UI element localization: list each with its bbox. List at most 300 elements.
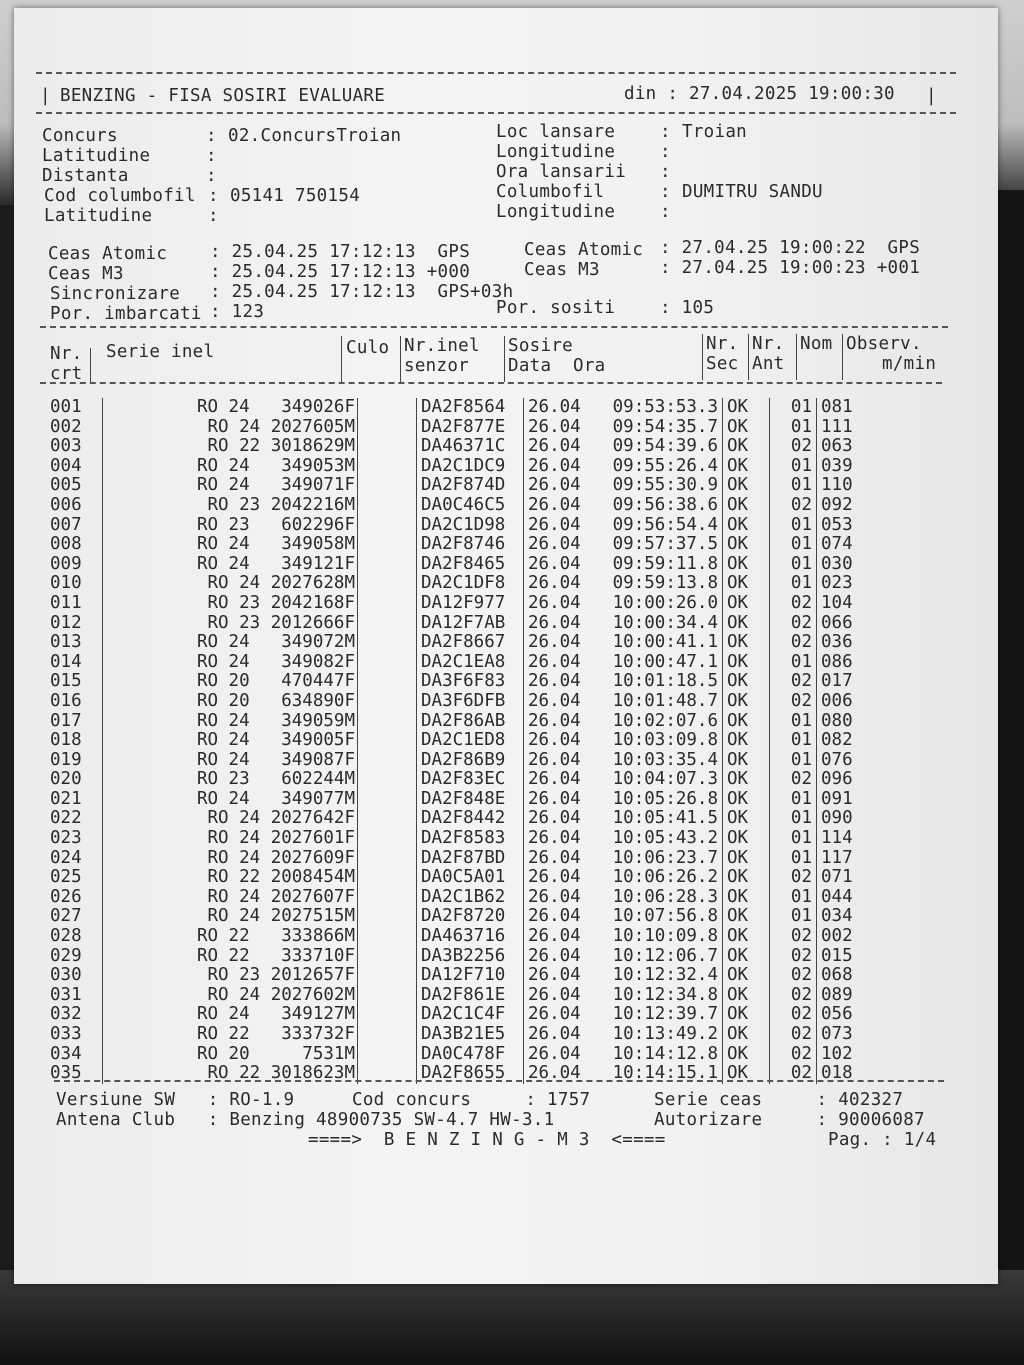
document-title: BENZING - FISA SOSIRI EVALUARE (60, 86, 386, 106)
cell-nr-ant: 01 (770, 457, 817, 477)
cell-nr-sec: OK (723, 790, 770, 810)
background-bottom (0, 1270, 1024, 1365)
cell-nom: 091 (821, 788, 853, 809)
cell-nr-inel-senzor: DA2F8564 (417, 398, 524, 418)
cell-nr-sec: OK (723, 986, 770, 1006)
label-ceas-m3: Ceas M3 (48, 264, 124, 284)
footer-autorizare: Autorizare : 90006087 (654, 1110, 925, 1130)
cell-sosire-ora: 10:06:23.7 (598, 849, 723, 869)
cell-sosire-data: 26.04 (528, 788, 581, 809)
cell-sosire-data: 26.04 (528, 1063, 581, 1084)
divider-before-columns (40, 326, 948, 328)
table-row (50, 966, 865, 986)
cell-nr-inel-senzor: DA2C1C4F (417, 1005, 524, 1025)
col-sep (90, 348, 91, 384)
cell-nr-crt: 015 (50, 672, 103, 692)
cell-sosire-ora: 09:53:53.3 (598, 398, 723, 418)
cell-serie-inel: RO 24 349071F (103, 476, 358, 496)
col-senzor: senzor (404, 356, 470, 376)
divider-before-footer (54, 1080, 944, 1082)
report-datetime: din : 27.04.2025 19:00:30 (624, 84, 895, 104)
cell-nr-ant: 02 (770, 1064, 817, 1084)
cell-sosire-data: 26.04 (528, 710, 581, 731)
table-row (50, 614, 865, 634)
cell-nr-sec: OK (723, 868, 770, 888)
cell-nr-crt: 035 (50, 1064, 103, 1084)
cell-culo (358, 653, 417, 673)
cell-nr-ant: 02 (770, 1005, 817, 1025)
table-row (50, 457, 865, 477)
col-sep (842, 334, 843, 380)
footer-cod-concurs: Cod concurs : 1757 (352, 1090, 591, 1110)
value-ceas-m3-right: : 27.04.25 19:00:23 +001 (660, 258, 921, 278)
cell-nr-sec: OK (723, 712, 770, 732)
cell-nr-inel-senzor: DA2F8720 (417, 907, 524, 927)
table-row (50, 476, 865, 496)
sep: : (208, 186, 219, 206)
cell-nr-inel-senzor: DA12F710 (417, 966, 524, 986)
cell-nom: 092 (821, 494, 853, 515)
value-cod-columbofil: 05141 750154 (230, 186, 361, 206)
cell-nom: 018 (821, 1063, 853, 1084)
cell-serie-inel: RO 24 349082F (103, 653, 358, 673)
col-data-ora: Data Ora (508, 356, 606, 376)
cell-culo (358, 1025, 417, 1045)
cell-sosire-ora: 10:02:07.6 (598, 712, 723, 732)
cell-nr-inel-senzor: DA2F8746 (417, 535, 524, 555)
label-latitudine-2: Latitudine (44, 206, 153, 226)
cell-nr-inel-senzor: DA0C478F (417, 1045, 524, 1065)
cell-nom: 096 (821, 769, 853, 790)
cell-sosire-data: 26.04 (528, 690, 581, 711)
cell-sosire-data: 26.04 (528, 553, 581, 574)
cell-nr-ant: 01 (770, 712, 817, 732)
cell-nr-sec: OK (723, 888, 770, 908)
table-row (50, 496, 865, 516)
cell-sosire-ora: 10:12:06.7 (598, 947, 723, 967)
cell-serie-inel: RO 24 349127M (103, 1005, 358, 1025)
cell-sosire-ora: 10:04:07.3 (598, 770, 723, 790)
cell-nom: 110 (821, 475, 853, 496)
cell-nr-sec: OK (723, 966, 770, 986)
value-columbofil: DUMITRU SANDU (682, 182, 823, 202)
col-crt: crt (50, 364, 83, 384)
cell-nr-ant: 02 (770, 594, 817, 614)
sep: : (206, 146, 217, 166)
cell-nr-inel-senzor: DA2C1B62 (417, 888, 524, 908)
cell-culo (358, 790, 417, 810)
label-concurs: Concurs (42, 126, 118, 146)
cell-nom: 082 (821, 730, 853, 751)
cell-nom: 056 (821, 1004, 853, 1025)
cell-serie-inel: RO 24 2027602M (103, 986, 358, 1006)
cell-nom: 071 (821, 867, 853, 888)
cell-nr-crt: 018 (50, 731, 103, 751)
cell-nr-crt: 013 (50, 633, 103, 653)
label-por-imbarcati: Por. imbarcati (50, 304, 202, 324)
cell-nr-sec: OK (723, 457, 770, 477)
cell-nr-crt: 009 (50, 555, 103, 575)
cell-nr-ant: 01 (770, 809, 817, 829)
col-observ: Observ. (846, 334, 922, 354)
cell-culo (358, 986, 417, 1006)
cell-sosire-data: 26.04 (528, 1024, 581, 1044)
cell-nr-sec: OK (723, 1064, 770, 1084)
cell-sosire-ora: 10:01:18.5 (598, 672, 723, 692)
cell-culo (358, 614, 417, 634)
table-row (50, 672, 865, 692)
table-row (50, 516, 865, 536)
cell-culo (358, 907, 417, 927)
cell-nom: 117 (821, 847, 853, 868)
table-row (50, 790, 865, 810)
cell-culo (358, 809, 417, 829)
cell-nr-sec: OK (723, 770, 770, 790)
col-sec: Sec (706, 354, 739, 374)
cell-nr-crt: 028 (50, 927, 103, 947)
cell-nr-crt: 029 (50, 947, 103, 967)
cell-nom: 089 (821, 984, 853, 1005)
cell-culo (358, 418, 417, 438)
cell-nom: 039 (821, 455, 853, 476)
cell-nr-inel-senzor: DA2F877E (417, 418, 524, 438)
cell-nr-ant: 02 (770, 633, 817, 653)
header-left-bar: | (40, 86, 51, 106)
cell-serie-inel: RO 22 3018629M (103, 437, 358, 457)
cell-culo (358, 476, 417, 496)
cell-sosire-data: 26.04 (528, 847, 581, 868)
cell-nr-ant: 01 (770, 653, 817, 673)
cell-sosire-ora: 10:00:47.1 (598, 653, 723, 673)
cell-sosire-ora: 10:03:09.8 (598, 731, 723, 751)
cell-nr-inel-senzor: DA2F83EC (417, 770, 524, 790)
cell-nr-inel-senzor: DA12F977 (417, 594, 524, 614)
cell-sosire-data: 26.04 (528, 965, 581, 986)
cell-culo (358, 496, 417, 516)
cell-nr-crt: 021 (50, 790, 103, 810)
cell-serie-inel: RO 24 2027607F (103, 888, 358, 908)
cell-serie-inel: RO 22 333710F (103, 947, 358, 967)
cell-nr-sec: OK (723, 672, 770, 692)
cell-nr-ant: 01 (770, 535, 817, 555)
label-por-sositi: Por. sositi (496, 298, 616, 318)
value-ceas-m3: : 25.04.25 17:12:13 +000 (210, 262, 471, 282)
label-longitudine-2: Longitudine (496, 202, 616, 222)
cell-nr-inel-senzor: DA2F8655 (417, 1064, 524, 1084)
cell-nr-crt: 003 (50, 437, 103, 457)
cell-serie-inel: RO 24 2027605M (103, 418, 358, 438)
footer-page: Pag. : 1/4 (828, 1130, 937, 1150)
cell-serie-inel: RO 20 7531M (103, 1045, 358, 1065)
cell-nr-ant: 02 (770, 947, 817, 967)
cell-sosire-data: 26.04 (528, 612, 581, 633)
cell-nom: 053 (821, 514, 853, 535)
table-row (50, 692, 865, 712)
cell-culo (358, 672, 417, 692)
cell-nr-ant: 02 (770, 437, 817, 457)
col-sep (702, 334, 703, 380)
cell-culo (358, 535, 417, 555)
cell-nom: 002 (821, 926, 853, 947)
cell-sosire-data: 26.04 (528, 749, 581, 770)
cell-nr-inel-senzor: DA0C46C5 (417, 496, 524, 516)
cell-nr-inel-senzor: DA2F86B9 (417, 751, 524, 771)
cell-nr-inel-senzor: DA2F8667 (417, 633, 524, 653)
table-row (50, 1045, 865, 1065)
cell-nr-sec: OK (723, 809, 770, 829)
cell-sosire-ora: 10:05:41.5 (598, 809, 723, 829)
table-row (50, 712, 865, 732)
sep: : (660, 142, 671, 162)
table-row (50, 829, 865, 849)
cell-nom: 086 (821, 651, 853, 672)
cell-nr-crt: 026 (50, 888, 103, 908)
col-nr-inel: Nr.inel (404, 336, 480, 356)
cell-nr-inel-senzor: DA2C1DF8 (417, 574, 524, 594)
cell-serie-inel: RO 23 2012657F (103, 966, 358, 986)
table-row (50, 535, 865, 555)
cell-culo (358, 868, 417, 888)
table-row (50, 947, 865, 967)
cell-nr-sec: OK (723, 1005, 770, 1025)
cell-nr-ant: 01 (770, 888, 817, 908)
cell-nr-crt: 011 (50, 594, 103, 614)
cell-nr-ant: 02 (770, 496, 817, 516)
cell-serie-inel: RO 23 602296F (103, 516, 358, 536)
table-row (50, 1025, 865, 1045)
cell-nr-sec: OK (723, 535, 770, 555)
cell-nr-inel-senzor: DA2F8583 (417, 829, 524, 849)
col-serie-inel: Serie inel (106, 342, 215, 362)
label-ceas-m3-right: Ceas M3 (524, 260, 600, 280)
cell-nr-sec: OK (723, 731, 770, 751)
cell-serie-inel: RO 24 2027609F (103, 849, 358, 869)
col-nr-sec: Nr. (706, 334, 739, 354)
label-distanta: Distanta (42, 166, 129, 186)
cell-nr-crt: 027 (50, 907, 103, 927)
sep: : (660, 182, 671, 202)
cell-sosire-data: 26.04 (528, 671, 581, 692)
cell-sosire-ora: 10:01:48.7 (598, 692, 723, 712)
cell-sosire-data: 26.04 (528, 494, 581, 515)
divider-top (36, 72, 956, 74)
cell-nr-inel-senzor: DA2F874D (417, 476, 524, 496)
cell-nr-inel-senzor: DA3F6DFB (417, 692, 524, 712)
value-por-imbarcati: : 123 (210, 302, 265, 322)
cell-culo (358, 437, 417, 457)
cell-nr-sec: OK (723, 653, 770, 673)
cell-nr-crt: 019 (50, 751, 103, 771)
cell-sosire-ora: 10:00:34.4 (598, 614, 723, 634)
cell-sosire-data: 26.04 (528, 436, 581, 457)
cell-sosire-ora: 09:55:30.9 (598, 476, 723, 496)
col-m-min: m/min (882, 354, 937, 374)
cell-culo (358, 751, 417, 771)
cell-nr-crt: 017 (50, 712, 103, 732)
cell-serie-inel: RO 24 2027642F (103, 809, 358, 829)
cell-nr-inel-senzor: DA2F8442 (417, 809, 524, 829)
label-sincronizare: Sincronizare (50, 284, 181, 304)
table-row (50, 907, 865, 927)
cell-serie-inel: RO 23 2012666F (103, 614, 358, 634)
cell-culo (358, 712, 417, 732)
table-row (50, 633, 865, 653)
cell-nr-inel-senzor: DA3B21E5 (417, 1025, 524, 1045)
cell-nr-sec: OK (723, 947, 770, 967)
col-ant: Ant (752, 354, 785, 374)
cell-nr-ant: 01 (770, 574, 817, 594)
cell-nr-crt: 008 (50, 535, 103, 555)
cell-serie-inel: RO 20 470447F (103, 672, 358, 692)
cell-nr-crt: 024 (50, 849, 103, 869)
value-concurs: 02.ConcursTroian (228, 126, 402, 146)
cell-nom: 081 (821, 397, 853, 417)
cell-serie-inel: RO 24 349053M (103, 457, 358, 477)
cell-nr-ant: 01 (770, 398, 817, 418)
col-nr: Nr. (50, 344, 83, 364)
sep: : (660, 162, 671, 182)
cell-sosire-data: 26.04 (528, 1043, 581, 1064)
cell-nom: 090 (821, 808, 853, 829)
footer-serie-ceas: Serie ceas : 402327 (654, 1090, 904, 1110)
cell-nom: 111 (821, 416, 853, 437)
cell-sosire-data: 26.04 (528, 906, 581, 927)
value-ceas-atomic: : 25.04.25 17:12:13 GPS (210, 242, 471, 262)
cell-nr-sec: OK (723, 614, 770, 634)
footer-versiune: Versiune SW : RO-1.9 (56, 1090, 295, 1110)
cell-sosire-ora: 09:54:39.6 (598, 437, 723, 457)
cell-nr-ant: 02 (770, 1025, 817, 1045)
cell-nr-sec: OK (723, 692, 770, 712)
cell-sosire-ora: 09:56:54.4 (598, 516, 723, 536)
cell-nr-crt: 022 (50, 809, 103, 829)
cell-culo (358, 594, 417, 614)
col-sosire: Sosire (508, 336, 574, 356)
table-row (50, 437, 865, 457)
cell-nr-sec: OK (723, 907, 770, 927)
cell-culo (358, 849, 417, 869)
cell-sosire-data: 26.04 (528, 1004, 581, 1025)
cell-serie-inel: RO 24 349121F (103, 555, 358, 575)
cell-sosire-data: 26.04 (528, 455, 581, 476)
cell-nr-ant: 01 (770, 418, 817, 438)
table-row (50, 751, 865, 771)
cell-sosire-data: 26.04 (528, 514, 581, 535)
table-row (50, 555, 865, 575)
cell-sosire-ora: 09:54:35.7 (598, 418, 723, 438)
cell-nr-ant: 01 (770, 476, 817, 496)
cell-sosire-ora: 10:12:39.7 (598, 1005, 723, 1025)
cell-nr-sec: OK (723, 555, 770, 575)
cell-culo (358, 574, 417, 594)
col-nr-ant: Nr. (752, 334, 785, 354)
cell-culo (358, 457, 417, 477)
cell-sosire-data: 26.04 (528, 769, 581, 790)
cell-serie-inel: RO 24 349087F (103, 751, 358, 771)
cell-culo (358, 770, 417, 790)
cell-culo (358, 1005, 417, 1025)
table-row (50, 888, 865, 908)
cell-nr-crt: 014 (50, 653, 103, 673)
cell-sosire-ora: 10:00:41.1 (598, 633, 723, 653)
cell-nr-sec: OK (723, 437, 770, 457)
value-ceas-atomic-right: : 27.04.25 19:00:22 GPS (660, 238, 921, 258)
cell-nr-ant: 01 (770, 555, 817, 575)
cell-nom: 044 (821, 886, 853, 907)
label-cod-columbofil: Cod columbofil (44, 186, 196, 206)
label-latitudine: Latitudine (42, 146, 151, 166)
cell-sosire-ora: 10:07:56.8 (598, 907, 723, 927)
cell-nr-inel-senzor: DA2C1EA8 (417, 653, 524, 673)
cell-sosire-data: 26.04 (528, 984, 581, 1005)
cell-serie-inel: RO 23 2042168F (103, 594, 358, 614)
cell-culo (358, 947, 417, 967)
cell-sosire-data: 26.04 (528, 632, 581, 653)
cell-nom: 080 (821, 710, 853, 731)
cell-nr-ant: 02 (770, 868, 817, 888)
cell-sosire-ora: 10:14:15.1 (598, 1064, 723, 1084)
cell-serie-inel: RO 24 2027628M (103, 574, 358, 594)
cell-nr-inel-senzor: DA2F861E (417, 986, 524, 1006)
cell-nr-crt: 030 (50, 966, 103, 986)
label-ceas-atomic: Ceas Atomic (48, 244, 168, 264)
cell-nr-crt: 001 (50, 398, 103, 418)
cell-nr-ant: 01 (770, 790, 817, 810)
cell-sosire-ora: 10:12:32.4 (598, 966, 723, 986)
cell-nr-inel-senzor: DA2C1D98 (417, 516, 524, 536)
cell-sosire-data: 26.04 (528, 926, 581, 947)
label-loc-lansare: Loc lansare (496, 122, 616, 142)
value-loc-lansare: Troian (682, 122, 748, 142)
header-right-bar: | (926, 86, 937, 106)
footer-brand: ====> B E N Z I N G - M 3 <==== (308, 1130, 666, 1150)
cell-sosire-data: 26.04 (528, 886, 581, 907)
cell-nr-sec: OK (723, 574, 770, 594)
cell-sosire-ora: 10:13:49.2 (598, 1025, 723, 1045)
col-culo: Culo (346, 338, 390, 358)
cell-nr-ant: 02 (770, 692, 817, 712)
cell-serie-inel: RO 20 634890F (103, 692, 358, 712)
cell-nr-sec: OK (723, 594, 770, 614)
cell-culo (358, 555, 417, 575)
cell-nr-crt: 023 (50, 829, 103, 849)
cell-sosire-data: 26.04 (528, 397, 581, 417)
cell-sosire-data: 26.04 (528, 534, 581, 555)
table-row (50, 868, 865, 888)
cell-serie-inel: RO 24 349077M (103, 790, 358, 810)
divider-header (36, 112, 956, 114)
cell-nr-inel-senzor: DA2F86AB (417, 712, 524, 732)
cell-nr-sec: OK (723, 633, 770, 653)
cell-serie-inel: RO 22 333866M (103, 927, 358, 947)
cell-sosire-data: 26.04 (528, 592, 581, 613)
cell-sosire-ora: 10:06:26.2 (598, 868, 723, 888)
cell-sosire-ora: 09:57:37.5 (598, 535, 723, 555)
label-ora-lansarii: Ora lansarii (496, 162, 627, 182)
cell-nr-crt: 031 (50, 986, 103, 1006)
cell-nr-ant: 02 (770, 614, 817, 634)
label-ceas-atomic-right: Ceas Atomic (524, 240, 644, 260)
printed-sheet (14, 8, 998, 1284)
cell-sosire-data: 26.04 (528, 475, 581, 496)
cell-nr-inel-senzor: DA3F6F83 (417, 672, 524, 692)
cell-nr-inel-senzor: DA2C1DC9 (417, 457, 524, 477)
cell-nr-sec: OK (723, 496, 770, 516)
col-nom: Nom (800, 334, 833, 354)
cell-nr-crt: 033 (50, 1025, 103, 1045)
col-sep (748, 334, 749, 380)
cell-nr-sec: OK (723, 751, 770, 771)
